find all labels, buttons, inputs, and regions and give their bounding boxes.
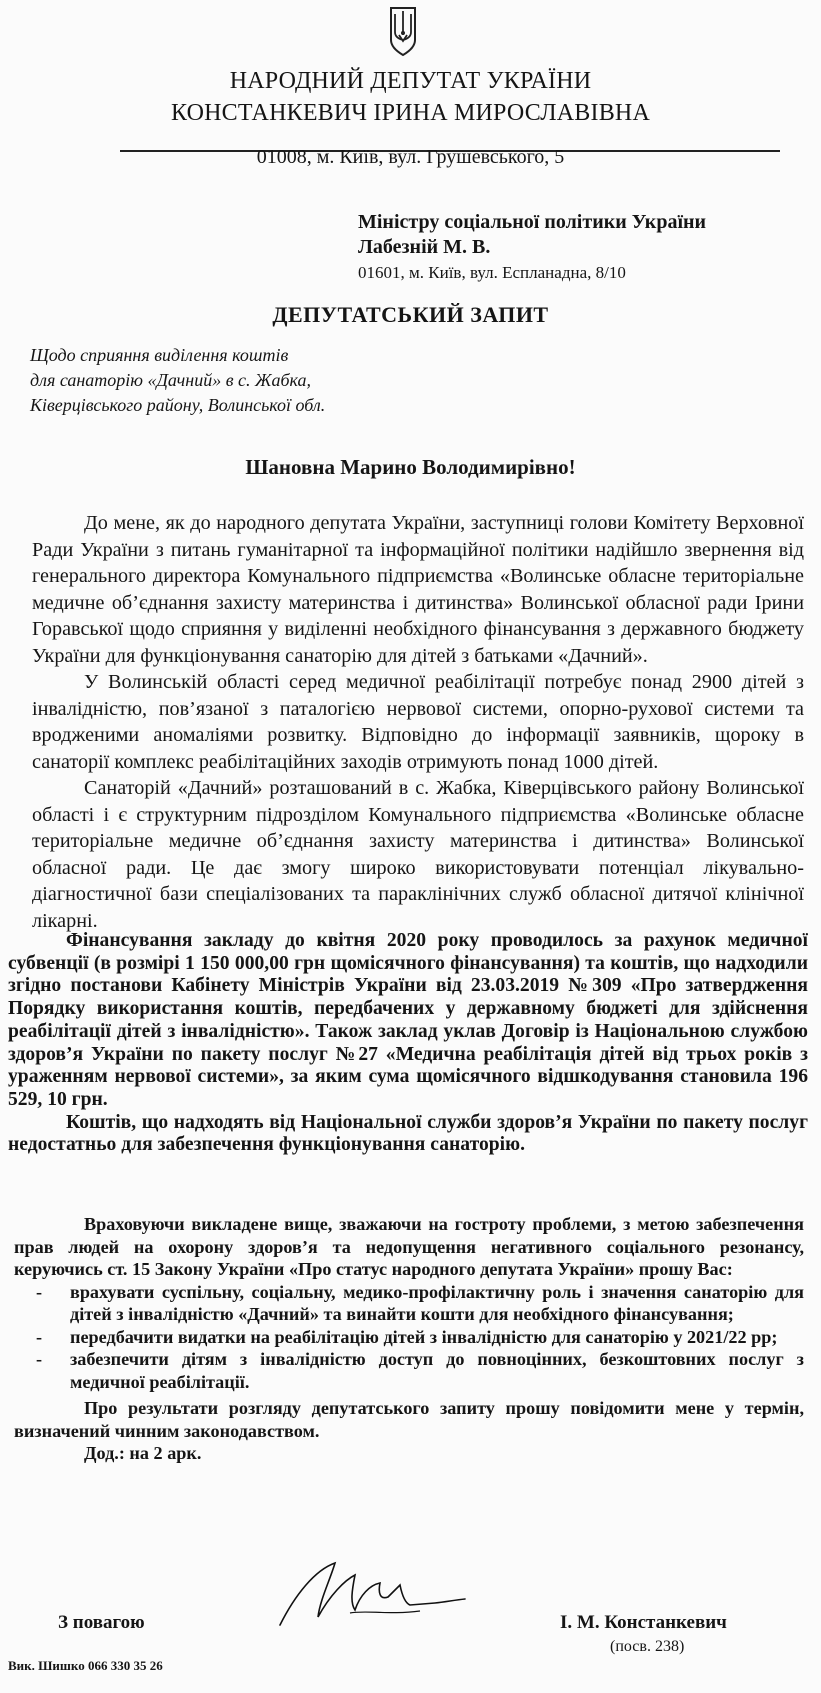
signer-post: (посв. 238) — [610, 1638, 685, 1655]
recipient-name: Лабезній М. В. — [358, 236, 491, 258]
trident-emblem-icon — [387, 5, 419, 57]
request-item: - врахувати суспільну, соціальну, медико-профілактичну роль і значення санаторію для дітей з інвалідністю «Дачний» та винайти кошти для необхідного фінансування; — [36, 1281, 804, 1324]
document-title: ДЕПУТАТСЬКИЙ ЗАПИТ — [272, 302, 549, 327]
subject-line-1: Щодо сприяння виділення коштів — [30, 345, 289, 365]
letterhead-name: КОНСТАНКЕВИЧ ІРИНА МИРОСЛАВІВНА — [171, 100, 650, 126]
closing-paragraph: Про результати розгляду депутатського запиту прошу повідомити мене у термін, визначений чинним законодавством. — [14, 1398, 804, 1441]
body-section-a — [32, 510, 804, 934]
body-section-b — [8, 930, 808, 1157]
letterhead-address: 01008, м. Київ, вул. Грушевського, 5 — [256, 146, 565, 168]
letterhead-title: НАРОДНИЙ ДЕПУТАТ УКРАЇНИ — [229, 68, 592, 94]
subject-line-2: для санаторію «Дачний» в с. Жабка, — [30, 370, 312, 390]
request-item: - передбачити видатки на реабілітацію дітей з інвалідністю для санаторію у 2021/22 рр; — [36, 1326, 778, 1347]
recipient-address: 01601, м. Київ, вул. Еспланадна, 8/10 — [358, 263, 626, 282]
list-marker: - — [36, 1326, 43, 1347]
request-item: - забезпечити дітям з інвалідністю доступ до повноцінних, безкоштовних послуг з медичної реабілітації. — [36, 1349, 804, 1392]
paragraph: Коштів, що надходять від Національної служби здоров’я України по пакету послуг недостатньо для забезпечення функціонування санаторію. — [8, 1111, 808, 1156]
handwritten-signature-icon — [260, 1555, 470, 1635]
executor-contact: Вик. Шишко 066 330 35 26 — [8, 1658, 163, 1673]
subject-line-3: Ківерцівського району, Волинської обл. — [30, 395, 326, 415]
paragraph: Санаторій «Дачний» розташований в с. Жабка, Ківерцівського району Волинської області і є структурним підрозділом Комунального підприємства «Волинське обласне територіальне медичне об’єднання захисту материнства і дитинства» Волинської обласної ради. Це дає змогу широко використовувати потенціал лікувально-діагностичної бази спеціалізованих та параклінічних служб обласної дитячої клінічної лікарні. — [32, 777, 804, 932]
body-section-c — [14, 1213, 804, 1465]
paragraph: У Волинській області серед медичної реабілітації потребує понад 2900 дітей з інвалідністю, пов’язаної з паталогією нервової системи, опорно-рухової системи та вродженими аномаліями розвитку. Відповідно до інформації заявників, щороку в санаторії комплекс реабілітаційних заходів отримують понад 1000 дітей. — [32, 671, 804, 773]
greeting: Шановна Марино Володимирівно! — [245, 455, 576, 479]
signer-name: І. М. Констанкевич — [560, 1612, 727, 1633]
recipient-title: Міністру соціальної політики України — [358, 211, 707, 233]
regards: З повагою — [58, 1612, 145, 1633]
paragraph: Фінансування закладу до квітня 2020 року проводилось за рахунок медичної субвенції (в розмірі 1 150 000,00 грн щомісячного фінансування) та коштів, що надходили згідно постанови Кабінету Міністрів України від 23.03.2019 №309 «Про затвердження Порядку використання коштів, передбачених у державному бюджеті для здійснення реабілітації дітей з інвалідністю». Також заклад уклав Договір із Національною службою здоров’я України по пакету послуг №27 «Медична реабілітація дітей від трьох років з ураженням нервової системи», за яким сума щомісячного відшкодування становила 196 529, 10 грн. — [8, 930, 808, 1110]
paragraph: Враховуючи викладене вище, зважаючи на гостроту проблеми, з метою забезпечення прав людей на охорону здоров’я та недопущення негативного соціального резонансу, керуючись ст. 15 Закону України «Про статус народного депутата України» прошу Вас: — [14, 1214, 804, 1279]
list-marker: - — [36, 1349, 43, 1369]
list-marker: - — [36, 1281, 43, 1302]
attachment-note: Дод.: на 2 арк. — [84, 1443, 202, 1463]
paragraph: До мене, як до народного депутата України, заступниці голови Комітету Верховної Ради України з питань гуманітарної та інформаційної політики надійшло звернення від генерального директора Комунального підприємства «Волинське обласне територіальне медичне об’єднання захисту материнства і дитинства» Волинської обласної ради Ірини Горавської щодо сприяння у виділенні необхідного фінансування з державного бюджету України для функціонування санаторію для дітей з батьками «Дачний». — [32, 512, 804, 667]
